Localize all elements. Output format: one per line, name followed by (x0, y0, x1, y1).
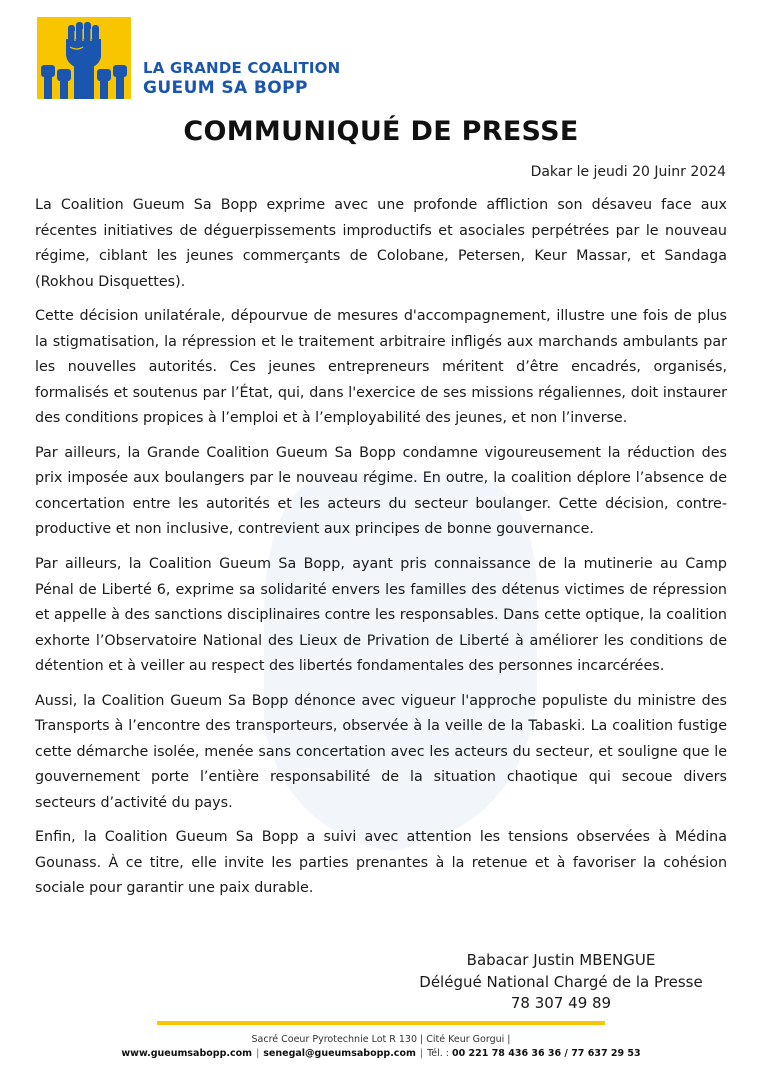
brand-line-1: LA GRANDE COALITION (143, 59, 341, 77)
separator: | (256, 1048, 260, 1059)
document-title: COMMUNIQUÉ DE PRESSE (183, 116, 579, 147)
paragraph: Par ailleurs, la Grande Coalition Gueum Sa Bopp condamne vigoureusement la réduction des prix imposée aux boulangers par le nouveau régime. En outre, la coalition déplore l’absence de concertation entre les autorités et les acteurs du secteur boulanger. Cette décision, contre-productive et non inclusive, contrevient aux principes de bonne gouvernance. (35, 444, 727, 538)
paragraph: Cette décision unilatérale, dépourvue de mesures d'accompagnement, illustre une fois de plus la stigmatisation, la répression et le traitement arbitraire infligés aux marchands ambulants par les nouvelles autorités. Ces jeunes entrepreneurs méritent d’être encadrés, organisés, formalisés et soutenus par l’État, qui, dans l'exercice de ses missions régaliennes, doit instaurer des conditions propices à l’emploi et à l’employabilité des jeunes, et non l’inverse. (35, 308, 727, 427)
signatory-name: Babacar Justin MBENGUE (466, 951, 656, 969)
document-date: Dakar le jeudi 20 Juinr 2024 (530, 164, 726, 180)
footer-address: Sacré Coeur Pyrotechnie Lot R 130 | Cité Keur Gorgui | (251, 1034, 511, 1045)
footer-divider (157, 1021, 605, 1025)
tel-numbers: 00 221 78 436 36 36 / 77 637 29 53 (452, 1048, 641, 1059)
email-link[interactable]: senegal@gueumsabopp.com (263, 1048, 416, 1059)
paragraph: Aussi, la Coalition Gueum Sa Bopp dénonce avec vigueur l'approche populiste du ministre des Transports à l’encontre des transporteurs, observée à la veille de la Tabaski. La coalition fustige cette démarche isolée, menée sans concertation avec les acteurs du secteur, et souligne que le gouvernement porte l’entière responsabilité de la situation chaotique qui secoue divers secteurs d’activité du pays. (35, 692, 727, 811)
signatory-role: Délégué National Chargé de la Presse (419, 972, 703, 991)
website-link[interactable]: www.gueumsabopp.com (121, 1048, 253, 1059)
raised-fists-logo-icon (37, 17, 131, 99)
paragraph: Par ailleurs, la Coalition Gueum Sa Bopp, ayant pris connaissance de la mutinerie au Camp Pénal de Liberté 6, exprime sa solidarité envers les familles des détenus victimes de répression et appelle à des sanctions disciplinaires contre les responsables. Dans cette optique, la coalition exhorte l’Observatoire National des Lieux de Privation de Liberté à améliorer les conditions de détention et à veiller au respect des libertés fondamentales des personnes incarcérées. (35, 556, 727, 675)
paragraph: La Coalition Gueum Sa Bopp exprime avec une profonde affliction son désaveu face aux récentes initiatives de déguerpissements improductifs et asociales perpétrées par le nouveau régime, ciblant les jeunes commerçants de Colobane, Petersen, Keur Massar, et Sandaga (Rokhou Disquettes). (35, 197, 727, 290)
brand-name (143, 58, 340, 98)
footer-contact (0, 1048, 762, 1059)
coalition-logo (37, 17, 131, 99)
tel-label: Tél. : (427, 1048, 449, 1059)
communique-body (35, 193, 727, 911)
brand-line-2: GUEUM SA BOPP (143, 78, 308, 98)
separator: | (419, 1048, 424, 1059)
signatory-phone: 78 307 49 89 (510, 994, 612, 1012)
signature-block (396, 950, 726, 1015)
paragraph: Enfin, la Coalition Gueum Sa Bopp a suivi avec attention les tensions observées à Médina Gounass. À ce titre, elle invite les parties prenantes à la retenue et à favoriser la cohésion sociale pour garantir une paix durable. (35, 829, 727, 897)
